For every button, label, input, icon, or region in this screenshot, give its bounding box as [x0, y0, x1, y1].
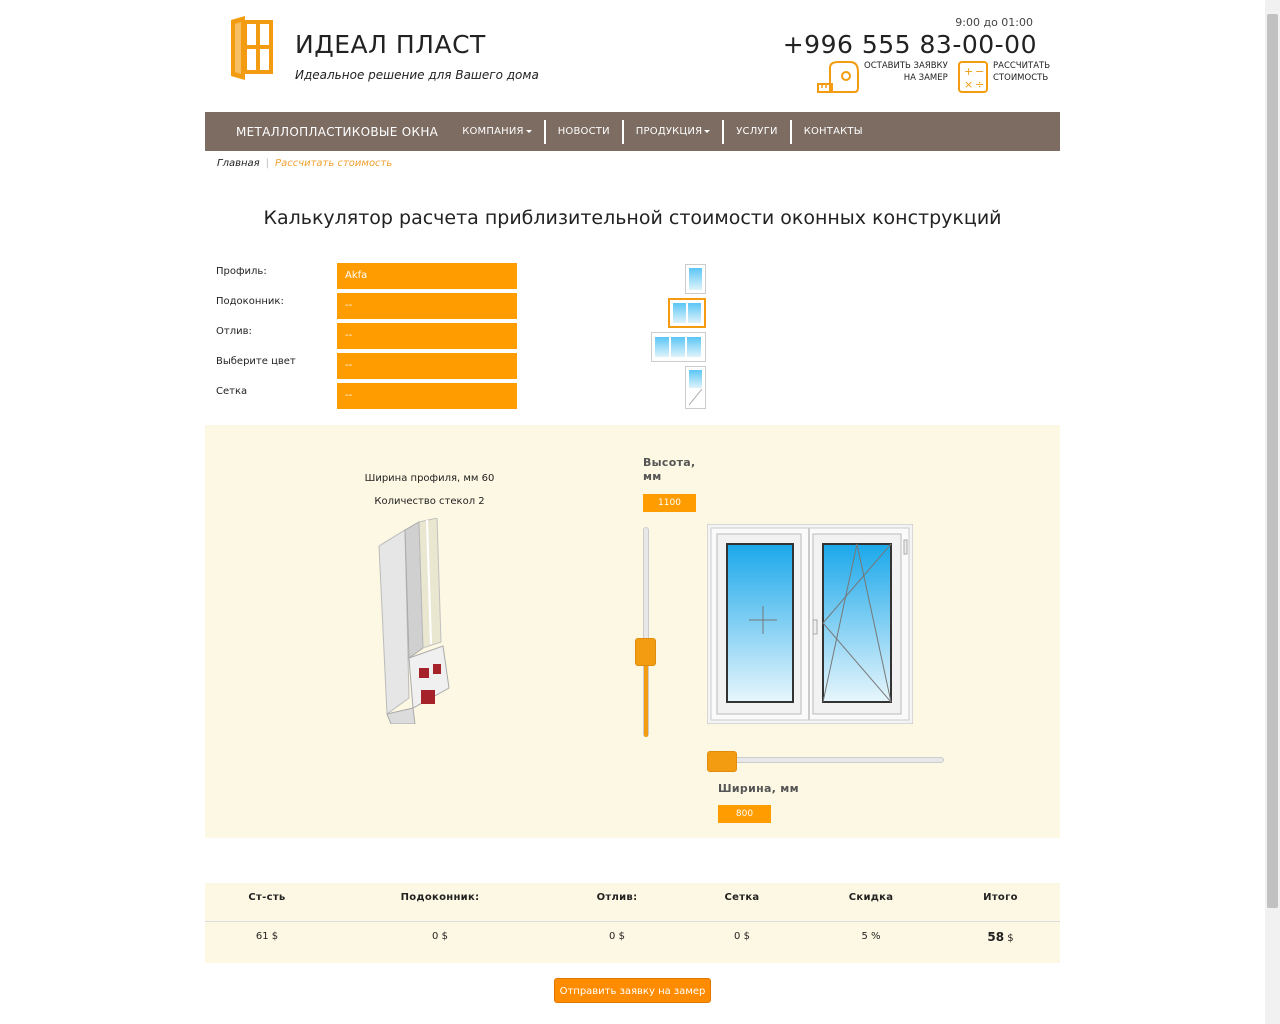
nav-item-news[interactable]: НОВОСТИ [557, 126, 610, 137]
height-slider-handle[interactable] [635, 638, 656, 666]
header-cost: Ст-сть [248, 892, 286, 903]
width-slider-handle[interactable] [707, 751, 737, 772]
sill-value: 0 $ [432, 931, 448, 942]
window-type-balcony-door[interactable] [685, 366, 706, 409]
width-value[interactable]: 800 [718, 805, 771, 823]
color-select[interactable]: -- [337, 353, 517, 379]
drip-label: Отлив: [216, 326, 252, 337]
discount-value: 5 % [861, 931, 881, 942]
window-type-double[interactable] [668, 298, 706, 328]
header-discount: Скидка [848, 892, 894, 903]
height-label: Высота, мм [643, 456, 696, 483]
svg-text:+: + [964, 65, 974, 78]
header-total: Итого [983, 892, 1018, 903]
width-slider-track[interactable] [708, 757, 944, 763]
logo-window-icon[interactable] [229, 16, 273, 80]
breadcrumb-current: Рассчитать стоимость [275, 158, 393, 169]
chevron-down-icon [526, 130, 532, 133]
drip-select[interactable]: -- [337, 323, 517, 349]
measure-request-text: ОСТАВИТЬ ЗАЯВКУ НА ЗАМЕР [864, 61, 948, 83]
profile-cross-section-image [375, 518, 455, 724]
nav-brand-link[interactable]: МЕТАЛЛОПЛАСТИКОВЫЕ ОКНА [236, 124, 439, 139]
brand-tagline: Идеальное решение для Вашего дома [295, 68, 539, 82]
page-title: Калькулятор расчета приблизительной стоимости оконных конструкций [263, 207, 1002, 229]
height-value[interactable]: 1100 [643, 494, 696, 512]
calculate-cost-text: РАССЧИТАТЬ СТОИМОСТЬ [993, 61, 1051, 83]
nav-item-products[interactable]: ПРОДУКЦИЯ [624, 120, 722, 144]
nav-item-contacts[interactable]: КОНТАКТЫ [803, 126, 863, 137]
window-configurator [205, 425, 1060, 838]
window-preview-image [707, 524, 913, 724]
cost-summary-table [205, 883, 1060, 963]
breadcrumb-divider: | [265, 158, 270, 169]
page-scrollbar[interactable] [1265, 0, 1280, 1024]
header-sill: Подоконник: [400, 892, 480, 903]
drip-value: 0 $ [609, 931, 625, 942]
working-hours: 9:00 до 01:00 [955, 16, 1033, 29]
width-label: Ширина, мм [718, 782, 799, 795]
svg-text:÷: ÷ [975, 78, 985, 91]
scrollbar-thumb[interactable] [1267, 14, 1278, 908]
nav-item-services[interactable]: УСЛУГИ [736, 126, 778, 137]
brand-name[interactable]: ИДЕАЛ ПЛАСТ [295, 30, 486, 59]
sill-label: Подоконник: [216, 296, 284, 307]
breadcrumb [217, 158, 392, 169]
tape-measure-icon [816, 58, 862, 96]
cost-value: 61 $ [255, 931, 279, 942]
phone-number[interactable]: +996 555 83-00-00 [782, 30, 1037, 59]
chevron-down-icon [704, 130, 710, 133]
mesh-value: 0 $ [734, 931, 750, 942]
header-mesh: Сетка [724, 892, 760, 903]
calculator-icon [957, 58, 989, 94]
main-navbar [205, 112, 1060, 151]
calculate-cost-link[interactable] [957, 58, 1050, 94]
submit-measure-request-button[interactable]: Отправить заявку на замер [554, 978, 711, 1003]
header-drip: Отлив: [596, 892, 638, 903]
color-label: Выберите цвет [216, 356, 296, 367]
profile-width-info: Ширина профиля, мм 60 [364, 473, 495, 484]
nav-item-company[interactable]: КОМПАНИЯ [450, 120, 544, 144]
mesh-select[interactable]: -- [337, 383, 517, 409]
total-value: 58 $ [987, 930, 1014, 944]
breadcrumb-home-link[interactable]: Главная [217, 158, 260, 169]
profile-select[interactable]: Akfa [337, 263, 517, 289]
measure-request-link[interactable] [816, 58, 948, 96]
window-type-single[interactable] [685, 264, 706, 294]
profile-label: Профиль: [216, 266, 267, 277]
window-type-triple[interactable] [651, 332, 706, 362]
svg-text:−: − [975, 65, 985, 78]
table-header-row [205, 883, 1060, 922]
svg-text:×: × [964, 78, 974, 91]
glass-count-info: Количество стекол 2 [374, 496, 485, 507]
mesh-label: Сетка [216, 386, 248, 397]
sill-select[interactable]: -- [337, 293, 517, 319]
table-row [205, 922, 1060, 960]
